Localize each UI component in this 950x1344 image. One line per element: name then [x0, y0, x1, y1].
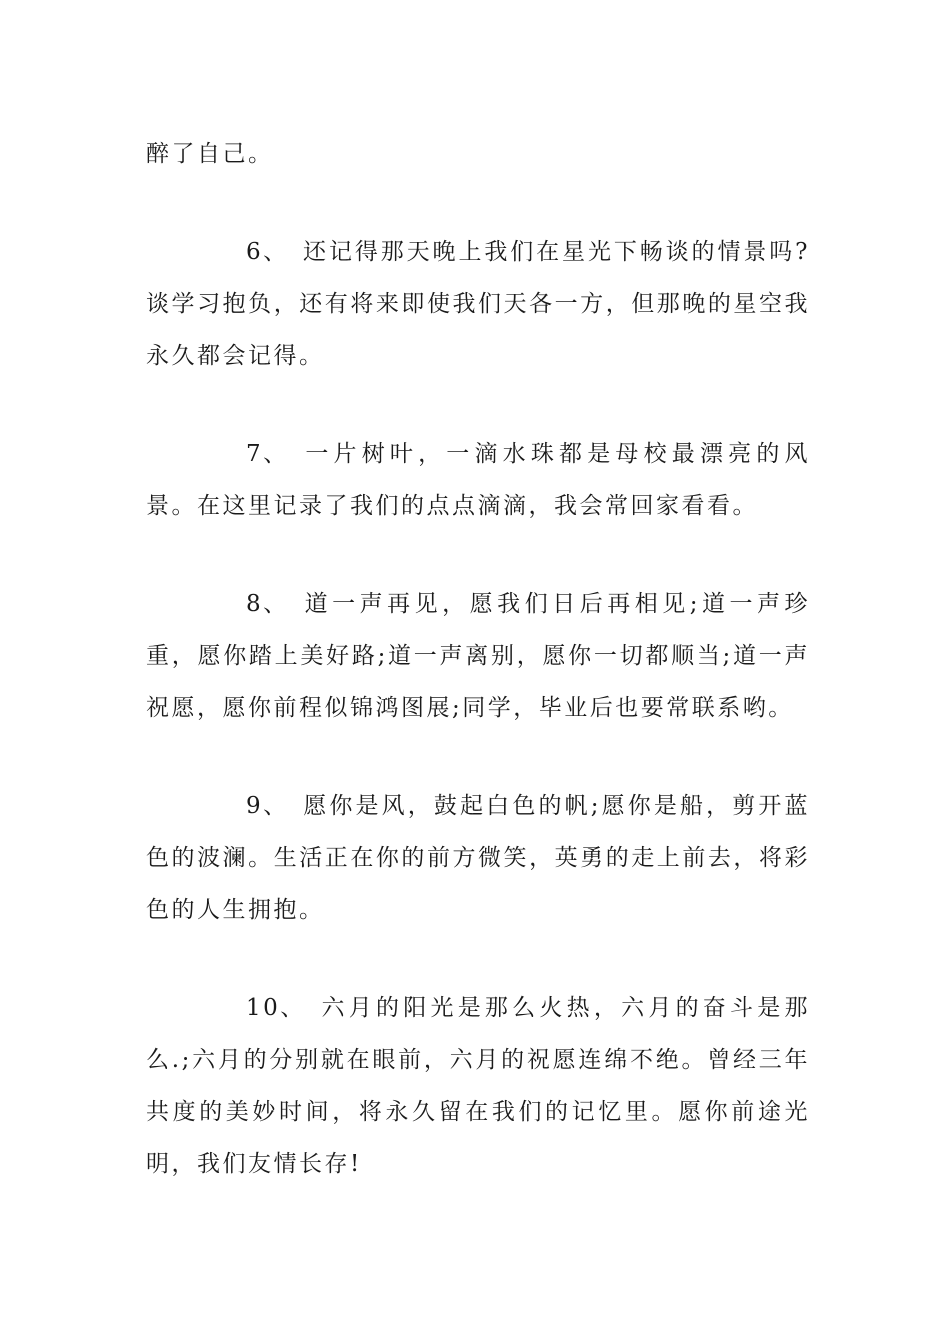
paragraph-text: 一片树叶，一滴水珠都是母校最漂亮的风景。在这里记录了我们的点点滴滴，我会常回家看看。 — [146, 441, 810, 519]
paragraph-number: 8、 — [246, 591, 289, 617]
paragraph-6 — [146, 226, 810, 382]
document-body — [146, 128, 810, 1236]
paragraph-text: 道一声再见，愿我们日后再相见;道一声珍重，愿你踏上美好路;道一声离别，愿你一切都顺当;道一声祝愿，愿你前程似锦鸿图展;同学，毕业后也要常联系哟。 — [146, 591, 810, 721]
paragraph-text: 愿你是风，鼓起白色的帆;愿你是船，剪开蓝色的波澜。生活正在你的前方微笑，英勇的走上前去，将彩色的人生拥抱。 — [146, 793, 810, 923]
paragraph-7 — [146, 428, 810, 532]
paragraph-number: 9、 — [246, 793, 289, 819]
paragraph-number: 10、 — [246, 995, 306, 1021]
paragraph-text: 还记得那天晚上我们在星光下畅谈的情景吗?谈学习抱负，还有将来即使我们天各一方，但那晚的星空我永久都会记得。 — [146, 239, 810, 369]
paragraph-text: 六月的阳光是那么火热，六月的奋斗是那么.;六月的分别就在眼前，六月的祝愿连绵不绝。曾经三年共度的美妙时间，将永久留在我们的记忆里。愿你前途光明，我们友情长存! — [146, 995, 810, 1177]
paragraph-9 — [146, 780, 810, 936]
paragraph-8 — [146, 578, 810, 734]
paragraph-continued — [146, 128, 810, 180]
paragraph-number: 6、 — [246, 239, 289, 265]
paragraph-text: 醉了自己。 — [146, 141, 274, 167]
paragraph-number: 7、 — [246, 441, 289, 467]
paragraph-10 — [146, 982, 810, 1190]
